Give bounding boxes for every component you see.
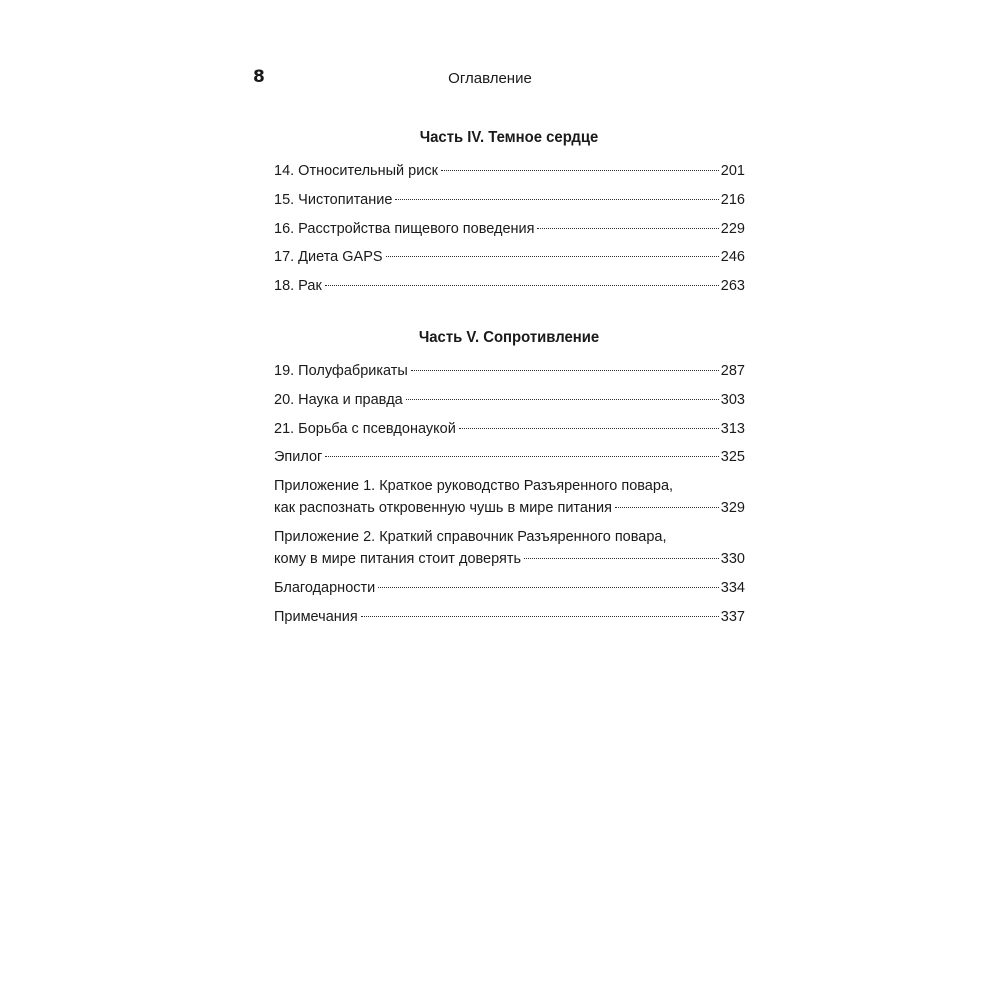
toc-entry-title: Эпилог [274, 449, 323, 466]
toc-entry-title-line2: кому в мире питания стоит доверять [274, 550, 522, 567]
toc-entry-page: 229 [720, 220, 745, 237]
dot-leader [459, 428, 719, 429]
toc-entry[interactable] [274, 446, 745, 468]
toc-entry-page: 216 [720, 191, 745, 208]
toc-entry[interactable] [274, 218, 745, 240]
dot-leader [615, 507, 719, 508]
dot-leader [386, 256, 719, 257]
toc-entry-title: 16. Расстройства пищевого поведения [274, 220, 535, 237]
toc-entry-page: 337 [720, 608, 745, 625]
toc-entry-title: 19. Полуфабрикаты [274, 363, 408, 379]
toc-entry-title: 15. Чистопитание [274, 191, 393, 208]
toc-entry-title-line1: Приложение 1. Краткое руководство Разъяренного повара, [274, 478, 674, 495]
toc-entry[interactable] [274, 577, 745, 599]
dot-leader [406, 399, 719, 400]
toc-entry-page: 287 [720, 363, 745, 379]
toc-entry-title: 17. Диета GAPS [274, 249, 383, 266]
toc-entry-page: 246 [720, 249, 745, 266]
toc-entry-title-line1: Приложение 2. Краткий справочник Разъяренного повара, [274, 528, 667, 545]
toc-entry[interactable] [274, 360, 745, 382]
toc-entry-page: 201 [720, 163, 745, 179]
dot-leader [325, 285, 719, 286]
dot-leader [395, 199, 718, 200]
toc-entry-title-line2: как распознать откровенную чушь в мире питания [274, 500, 612, 517]
toc-list [274, 160, 745, 304]
dot-leader [378, 587, 719, 588]
toc-entry-title: Благодарности [274, 579, 376, 596]
dot-leader [411, 370, 719, 371]
toc-entry[interactable] [274, 526, 745, 570]
toc-entry[interactable] [274, 275, 745, 297]
toc-entry-title: 21. Борьба с псевдонаукой [274, 420, 456, 437]
toc-entry[interactable] [274, 189, 745, 211]
part-title: Часть V. Сопротивление [418, 329, 600, 346]
toc-entry-page: 313 [720, 420, 745, 437]
part-title: Часть IV. Темное сердце [419, 129, 599, 146]
dot-leader [524, 558, 719, 559]
page-number: 8 [253, 67, 265, 87]
toc-entry[interactable] [274, 475, 745, 519]
toc-entry-title: Примечания [274, 608, 358, 625]
toc-entry-title: 14. Относительный риск [274, 163, 438, 179]
toc-entry[interactable] [274, 246, 745, 268]
toc-entry[interactable] [274, 606, 745, 628]
toc-entry[interactable] [274, 160, 745, 182]
toc-entry-page: 263 [720, 278, 745, 295]
toc-entry-page: 303 [720, 391, 745, 408]
toc-entry-page: 334 [720, 579, 745, 596]
running-head: Оглавление [448, 70, 532, 87]
toc-entry[interactable] [274, 418, 745, 440]
toc-entry-page: 329 [720, 500, 745, 517]
toc-list [274, 360, 745, 634]
toc-entry-page: 325 [720, 449, 745, 466]
dot-leader [537, 228, 718, 229]
dot-leader [325, 456, 718, 457]
toc-entry-title: 20. Наука и правда [274, 391, 403, 408]
dot-leader [441, 170, 719, 171]
toc-entry[interactable] [274, 389, 745, 411]
toc-entry-page: 330 [720, 550, 745, 567]
toc-entry-title: 18. Рак [274, 278, 322, 295]
dot-leader [361, 616, 719, 617]
